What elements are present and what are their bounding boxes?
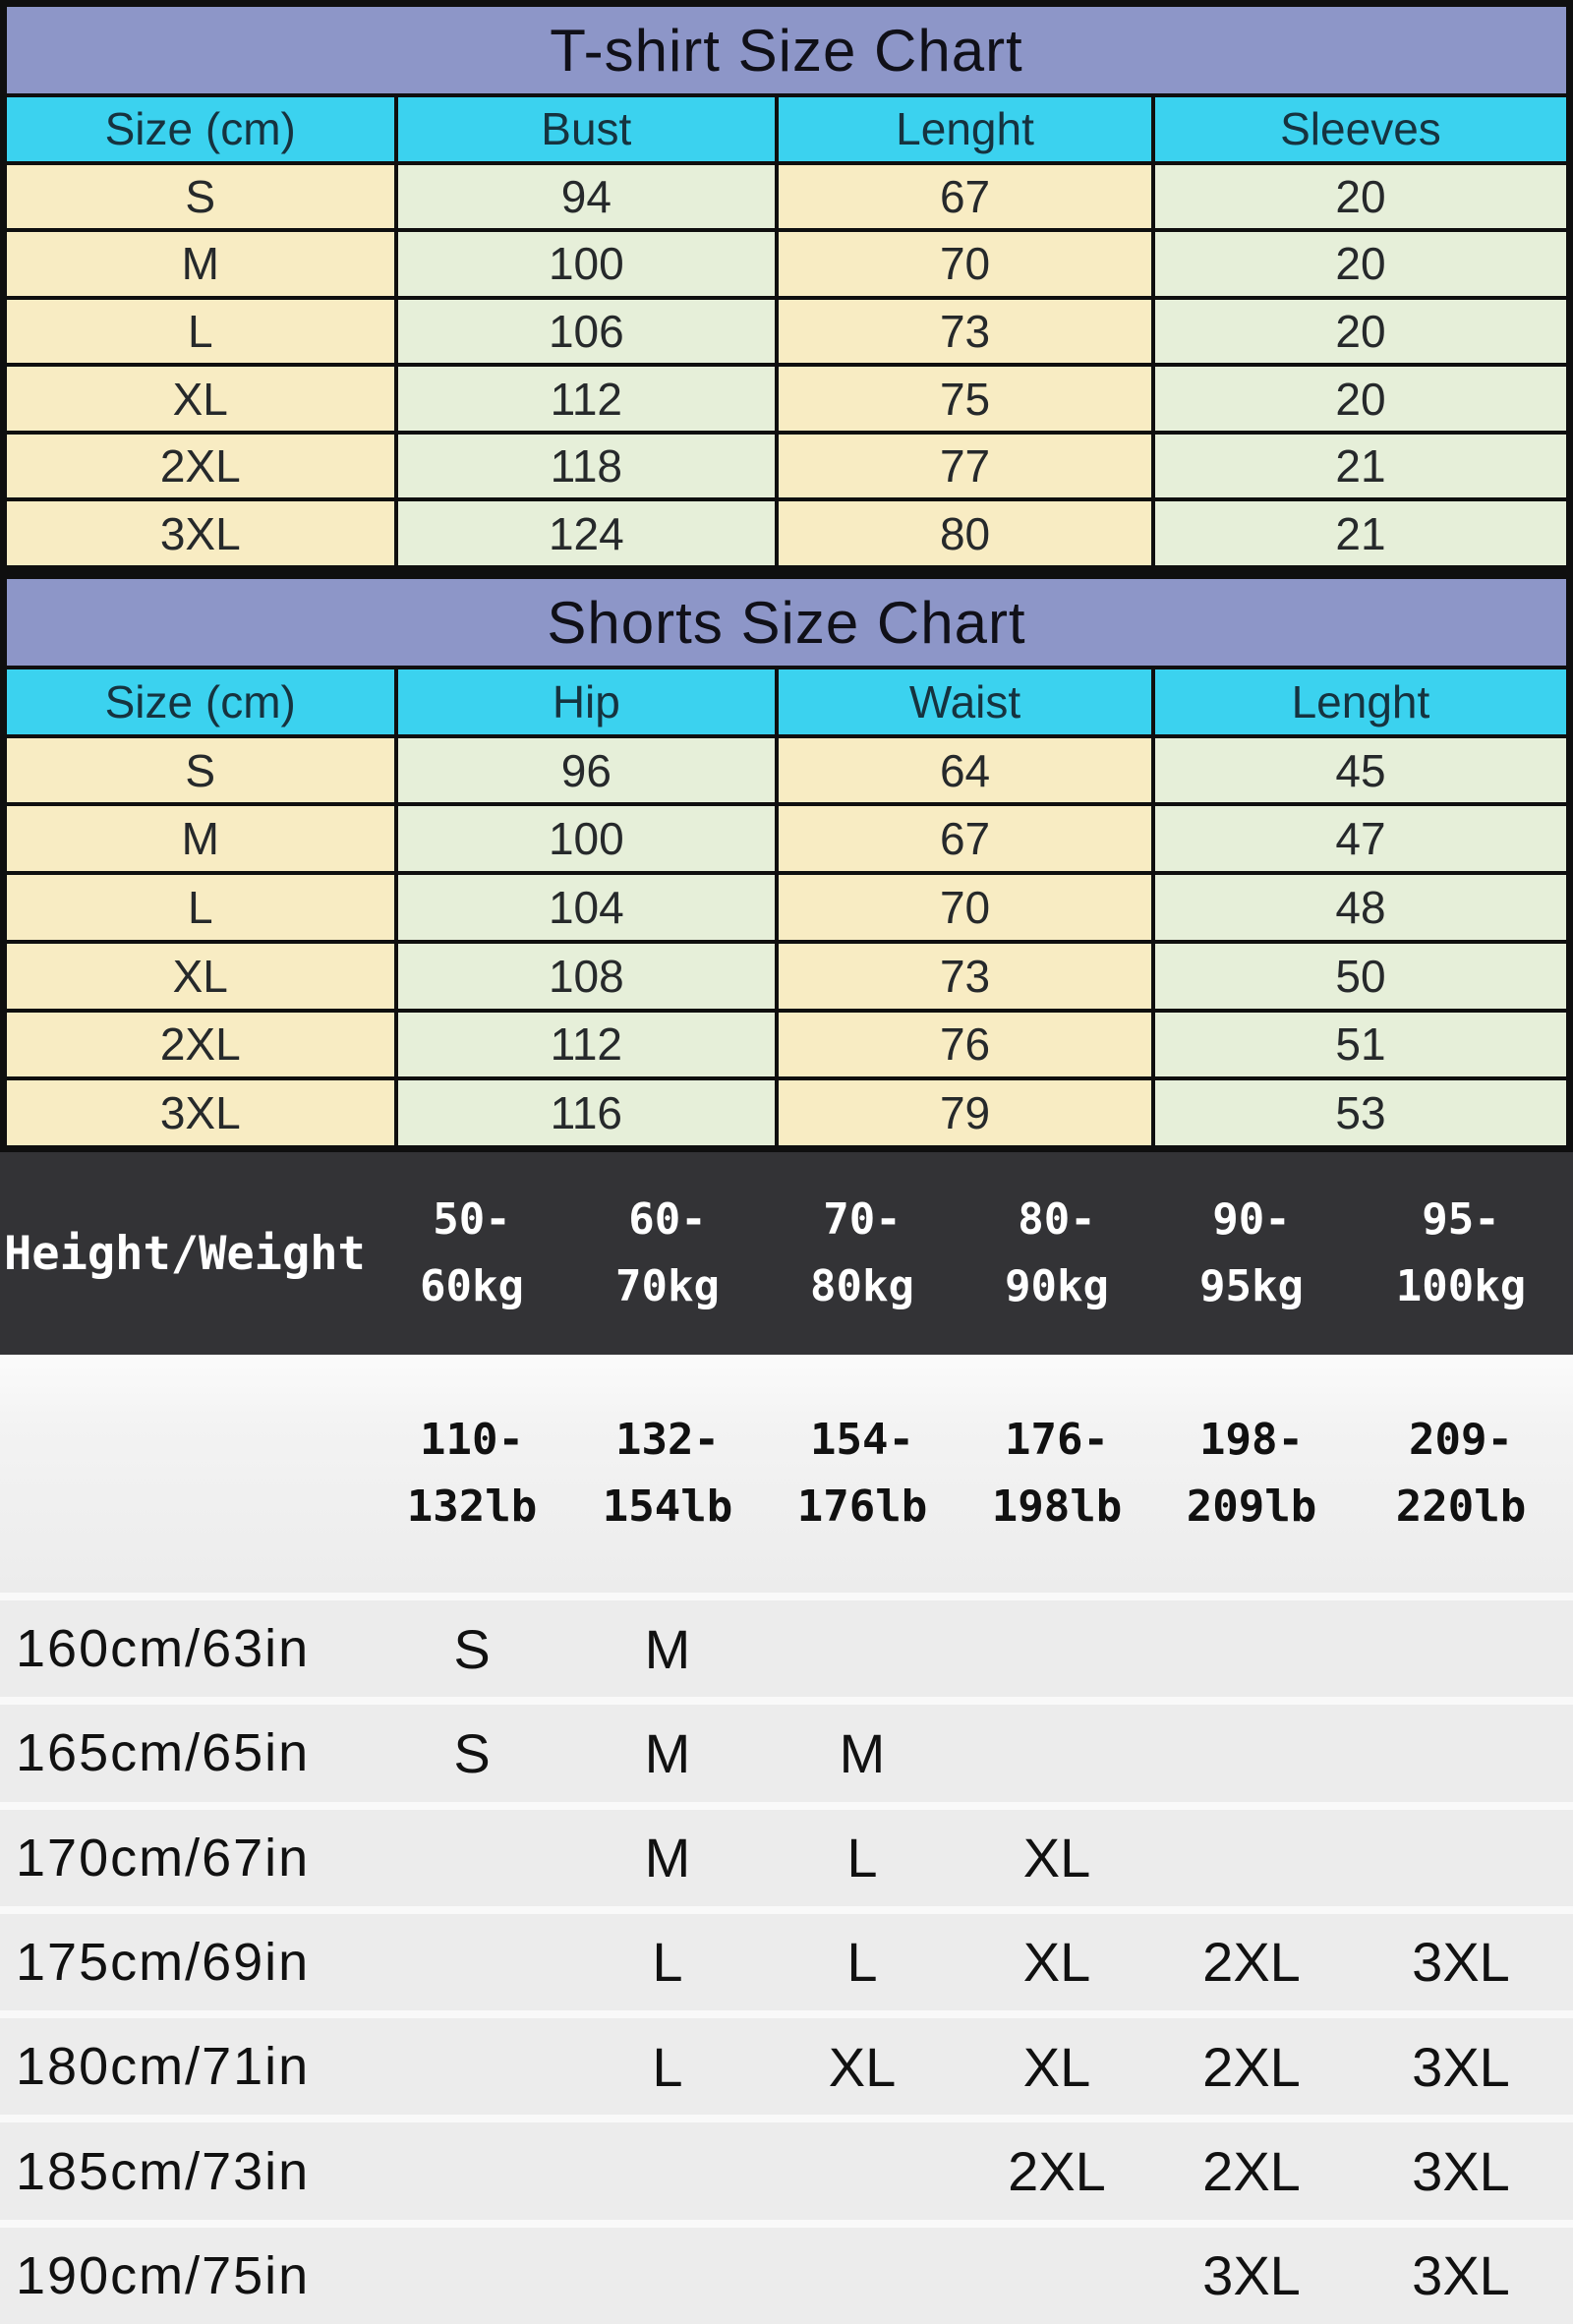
- weight-range-line: 80-: [1018, 1193, 1096, 1245]
- weight-range-line: 95-: [1422, 1193, 1500, 1245]
- height-row: [0, 1810, 1573, 1906]
- height-label: 180cm/71in: [16, 2037, 311, 2097]
- weight-range-line: 154-: [810, 1414, 914, 1465]
- recommended-size: 3XL: [1412, 2140, 1510, 2203]
- measurement-cell: 104: [398, 875, 776, 940]
- recommended-size: S: [453, 1617, 491, 1680]
- measurement-cell: 50: [1155, 944, 1566, 1009]
- weight-range-line: 198lb: [991, 1482, 1123, 1532]
- size-cell: 3XL: [7, 1080, 394, 1145]
- recommended-size: L: [846, 1931, 878, 1994]
- weight-range-line: 176-: [1005, 1414, 1109, 1465]
- height-row: [0, 2228, 1573, 2324]
- shorts-chart-title: Shorts Size Chart: [7, 579, 1566, 666]
- size-cell: L: [7, 875, 394, 940]
- weight-range-lb: [1154, 1407, 1349, 1540]
- measurement-cell: 96: [398, 738, 776, 803]
- shorts-size-table: [0, 572, 1573, 1152]
- size-cell: XL: [7, 944, 394, 1009]
- weight-range-kg: [960, 1187, 1154, 1320]
- recommended-size: XL: [1022, 2035, 1091, 2098]
- table-row: [7, 232, 1566, 296]
- tshirt-header-row: [7, 97, 1566, 161]
- recommended-size: 2XL: [1202, 2035, 1301, 2098]
- recommended-size: S: [453, 1721, 491, 1784]
- weight-range-lb: [570, 1407, 765, 1540]
- height-row: [0, 1914, 1573, 2010]
- measurement-cell: 100: [398, 232, 776, 296]
- measurement-cell: 75: [779, 367, 1151, 431]
- weight-range-line: 176lb: [796, 1482, 928, 1532]
- measurement-cell: 76: [779, 1013, 1151, 1077]
- weight-range-line: 95kg: [1199, 1261, 1304, 1311]
- measurement-cell: 53: [1155, 1080, 1566, 1145]
- weight-range-line: 60kg: [420, 1261, 524, 1311]
- tshirt-size-table: [0, 0, 1573, 572]
- weight-range-line: 90-: [1212, 1193, 1291, 1245]
- measurement-cell: 100: [398, 806, 776, 871]
- measurement-cell: 108: [398, 944, 776, 1009]
- recommended-size: 2XL: [1202, 2140, 1301, 2203]
- measurement-cell: 80: [779, 501, 1151, 565]
- recommended-size: 3XL: [1412, 1931, 1510, 1994]
- measurement-cell: 47: [1155, 806, 1566, 871]
- measurement-cell: 45: [1155, 738, 1566, 803]
- height-label: 190cm/75in: [16, 2245, 311, 2305]
- weight-range-line: 132lb: [406, 1482, 538, 1532]
- measurement-cell: 77: [779, 435, 1151, 498]
- size-cell: XL: [7, 367, 394, 431]
- column-header: Bust: [398, 97, 776, 161]
- measurement-cell: 116: [398, 1080, 776, 1145]
- recommended-size: 2XL: [1008, 2140, 1106, 2203]
- measurement-cell: 124: [398, 501, 776, 565]
- measurement-cell: 67: [779, 165, 1151, 229]
- weight-range-lb: [765, 1407, 960, 1540]
- weight-range-line: 154lb: [602, 1482, 733, 1532]
- column-header: Waist: [779, 669, 1151, 734]
- measurement-cell: 73: [779, 944, 1151, 1009]
- table-row: [7, 944, 1566, 1009]
- recommended-size: L: [846, 1827, 878, 1889]
- measurement-cell: 51: [1155, 1013, 1566, 1077]
- height-size-matrix: [0, 1593, 1573, 2324]
- measurement-cell: 48: [1155, 875, 1566, 940]
- weight-range-line: 80kg: [810, 1261, 914, 1311]
- weight-range-line: 110-: [420, 1414, 524, 1465]
- table-row: [7, 300, 1566, 364]
- tshirt-chart-title: T-shirt Size Chart: [7, 7, 1566, 93]
- column-header: Hip: [398, 669, 776, 734]
- weight-range-line: 209-: [1409, 1414, 1513, 1465]
- recommended-size: 3XL: [1202, 2244, 1301, 2307]
- measurement-cell: 20: [1155, 300, 1566, 364]
- measurement-cell: 118: [398, 435, 776, 498]
- weight-range-line: 100kg: [1395, 1261, 1527, 1311]
- weight-range-line: 70kg: [615, 1261, 720, 1311]
- weight-range-kg: [1349, 1187, 1573, 1320]
- height-row: [0, 2018, 1573, 2115]
- recommended-size: XL: [828, 2035, 897, 2098]
- weight-range-kg: [765, 1187, 960, 1320]
- measurement-cell: 94: [398, 165, 776, 229]
- table-row: [7, 875, 1566, 940]
- column-header: Sleeves: [1155, 97, 1566, 161]
- column-header: Lenght: [1155, 669, 1566, 734]
- weight-range-kg: [570, 1187, 765, 1320]
- weight-range-line: 90kg: [1005, 1261, 1109, 1311]
- recommended-size: XL: [1022, 1931, 1091, 1994]
- recommended-size: M: [644, 1617, 691, 1680]
- column-header: Size (cm): [7, 97, 394, 161]
- recommended-size: 3XL: [1412, 2035, 1510, 2098]
- weight-range-line: 70-: [823, 1193, 902, 1245]
- shorts-header-row: [7, 669, 1566, 734]
- measurement-cell: 20: [1155, 367, 1566, 431]
- measurement-cell: 112: [398, 1013, 776, 1077]
- measurement-cell: 79: [779, 1080, 1151, 1145]
- size-cell: 2XL: [7, 1013, 394, 1077]
- table-row: [7, 738, 1566, 803]
- column-header: Size (cm): [7, 669, 394, 734]
- recommended-size: XL: [1022, 1827, 1091, 1889]
- weight-range-line: 209lb: [1186, 1482, 1317, 1532]
- weight-range-line: 50-: [433, 1193, 511, 1245]
- size-cell: M: [7, 232, 394, 296]
- measurement-cell: 73: [779, 300, 1151, 364]
- weight-range-lb: [374, 1407, 570, 1540]
- size-cell: 3XL: [7, 501, 394, 565]
- measurement-cell: 64: [779, 738, 1151, 803]
- height-label: 175cm/69in: [16, 1932, 311, 1992]
- measurement-cell: 20: [1155, 232, 1566, 296]
- measurement-cell: 70: [779, 875, 1151, 940]
- weight-range-line: 198-: [1199, 1414, 1304, 1465]
- height-weight-band: [0, 1152, 1573, 1355]
- measurement-cell: 106: [398, 300, 776, 364]
- weight-range-kg: [374, 1187, 570, 1320]
- table-row: [7, 367, 1566, 431]
- size-cell: 2XL: [7, 435, 394, 498]
- measurement-cell: 67: [779, 806, 1151, 871]
- recommended-size: M: [839, 1721, 886, 1784]
- weight-range-line: 220lb: [1395, 1482, 1527, 1532]
- measurement-cell: 20: [1155, 165, 1566, 229]
- weight-range-lb: [1349, 1407, 1573, 1540]
- weight-range-lb: [960, 1407, 1154, 1540]
- weight-range-kg: [1154, 1187, 1349, 1320]
- table-row: [7, 501, 1566, 565]
- height-weight-label: Height/Weight: [4, 1226, 366, 1281]
- weight-lb-band: [0, 1355, 1573, 1593]
- measurement-cell: 21: [1155, 435, 1566, 498]
- size-cell: S: [7, 738, 394, 803]
- table-row: [7, 806, 1566, 871]
- weight-range-line: 132-: [615, 1414, 720, 1465]
- height-row: [0, 2122, 1573, 2219]
- column-header: Lenght: [779, 97, 1151, 161]
- recommended-size: L: [652, 2035, 683, 2098]
- height-label: 170cm/67in: [16, 1828, 311, 1888]
- height-row: [0, 1600, 1573, 1697]
- measurement-cell: 70: [779, 232, 1151, 296]
- height-row: [0, 1705, 1573, 1801]
- recommended-size: M: [644, 1721, 691, 1784]
- height-label: 185cm/73in: [16, 2141, 311, 2201]
- recommended-size: L: [652, 1931, 683, 1994]
- table-row: [7, 165, 1566, 229]
- recommended-size: M: [644, 1827, 691, 1889]
- size-cell: M: [7, 806, 394, 871]
- recommended-size: 3XL: [1412, 2244, 1510, 2307]
- size-cell: S: [7, 165, 394, 229]
- table-row: [7, 435, 1566, 498]
- table-row: [7, 1080, 1566, 1145]
- measurement-cell: 112: [398, 367, 776, 431]
- weight-range-line: 60-: [628, 1193, 707, 1245]
- height-label: 165cm/65in: [16, 1723, 311, 1783]
- recommended-size: 2XL: [1202, 1931, 1301, 1994]
- height-label: 160cm/63in: [16, 1619, 311, 1679]
- table-row: [7, 1013, 1566, 1077]
- size-cell: L: [7, 300, 394, 364]
- measurement-cell: 21: [1155, 501, 1566, 565]
